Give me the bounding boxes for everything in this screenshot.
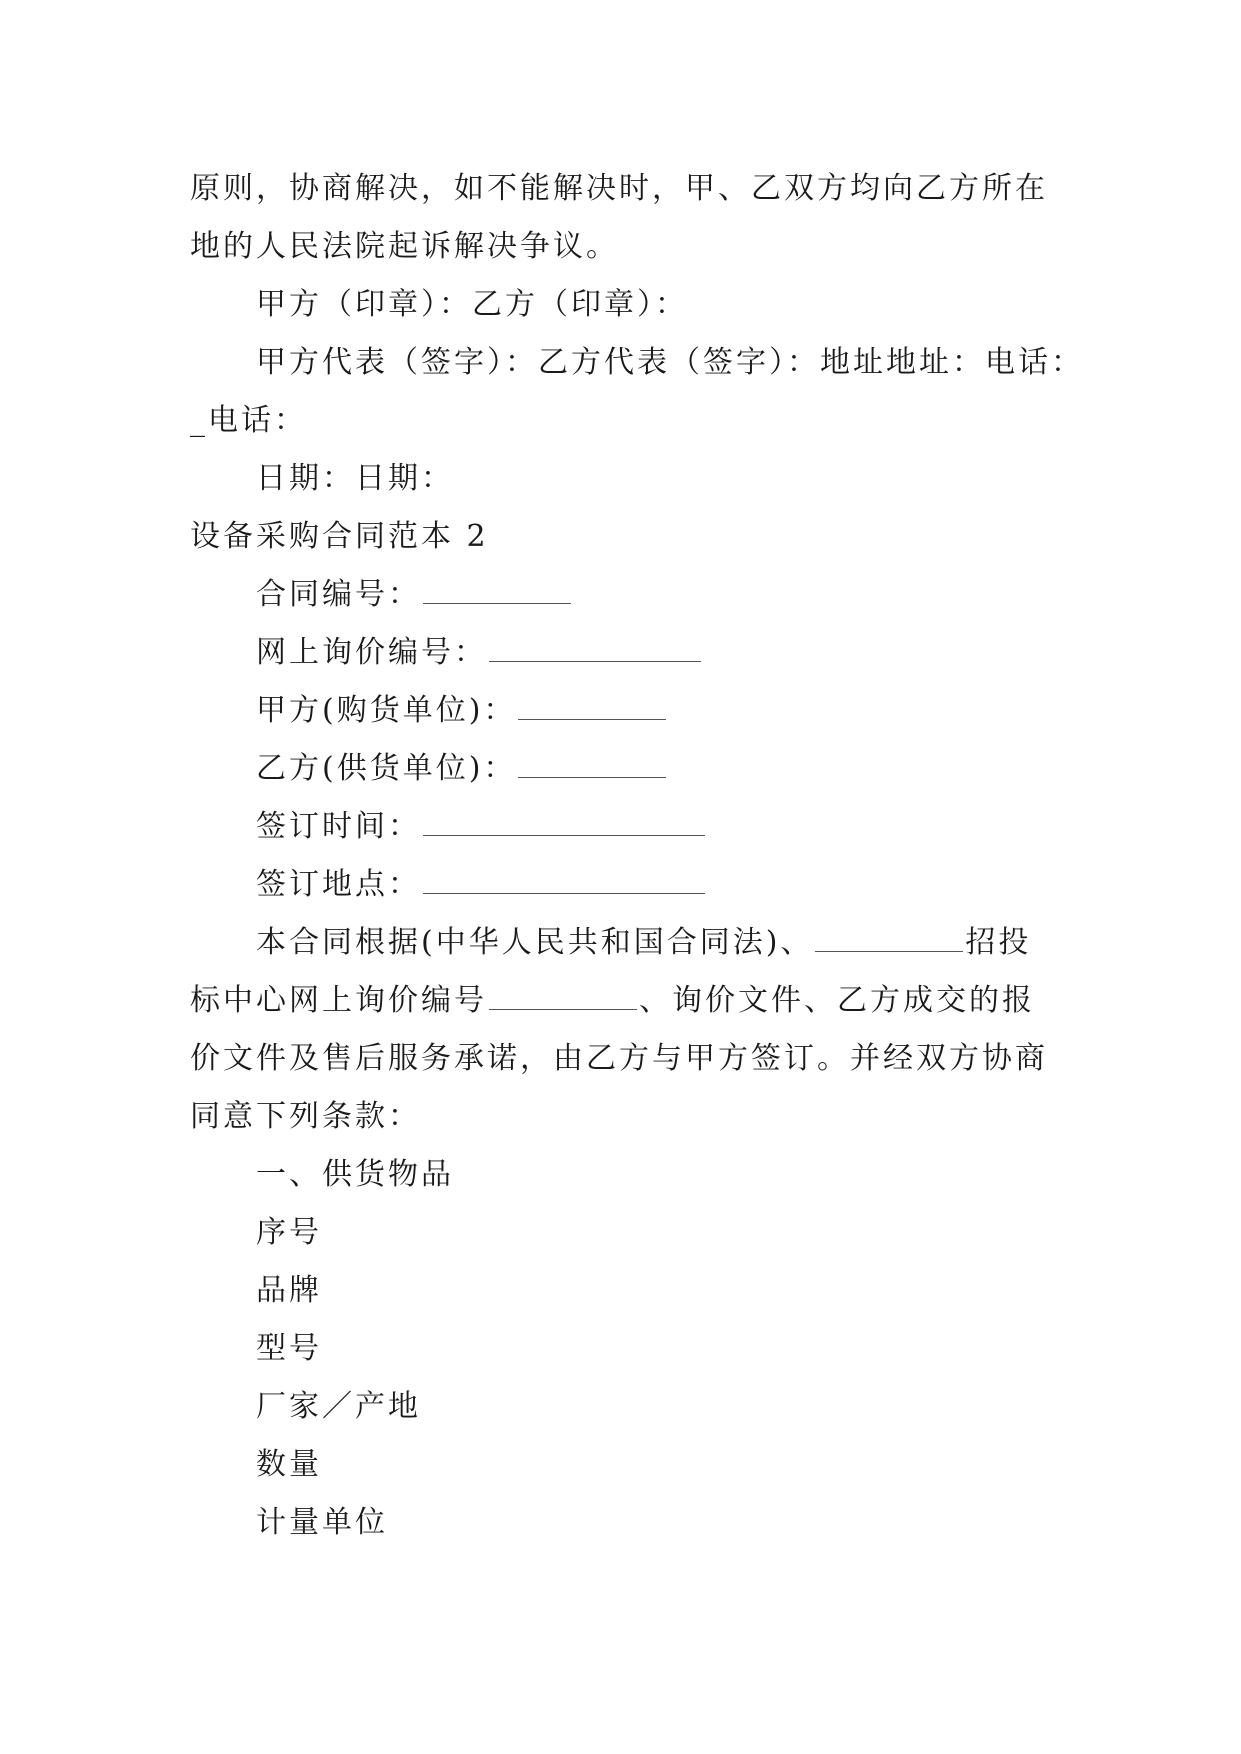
blank-line (423, 869, 705, 894)
body-paragraph-line (190, 914, 1050, 972)
blank-line (815, 927, 963, 952)
body-paragraph-line (190, 972, 1050, 1030)
party-b-field (190, 740, 1050, 798)
field-label: 签订地点： (256, 867, 421, 902)
supply-item: 计量单位 (256, 1505, 388, 1540)
seal-line: 甲方（印章）：乙方（印章）： (256, 287, 688, 322)
body-paragraph-line: 同意下列条款： (190, 1099, 421, 1134)
inquiry-number-field (190, 624, 1050, 682)
field-label: 网上询价编号： (256, 635, 487, 670)
sign-place-field (190, 856, 1050, 914)
field-label: 乙方(供货单位)： (256, 751, 517, 786)
supply-item: 数量 (256, 1447, 322, 1482)
party-a-field (190, 682, 1050, 740)
text-line: 地的人民法院起诉解决争议。 (190, 229, 619, 264)
body-text: 本合同根据(中华人民共和国合同法)、 (256, 925, 814, 960)
blank-line (518, 695, 666, 720)
blank-line (518, 753, 666, 778)
body-text: 、询价文件、乙方成交的报 (639, 983, 1035, 1018)
supply-item: 厂家／产地 (256, 1389, 421, 1424)
date-line: 日期：日期： (256, 461, 454, 496)
contract-number-field (190, 566, 1050, 624)
body-text: 标中心网上询价编号 (190, 983, 487, 1018)
text-line: 原则，协商解决，如不能解决时，甲、乙双方均向乙方所在 (190, 171, 1048, 206)
supply-heading: 一、供货物品 (256, 1157, 454, 1192)
body-paragraph-line: 价文件及售后服务承诺，由乙方与甲方签订。并经双方协商 (190, 1041, 1048, 1076)
representative-line: 甲方代表（签字）：乙方代表（签字）：地址地址：电话： (256, 345, 1084, 380)
field-label: 甲方(购货单位)： (256, 693, 517, 728)
section-title: 设备采购合同范本 2 (190, 519, 489, 554)
supply-item: 序号 (256, 1215, 322, 1250)
blank-line (423, 579, 571, 604)
blank-line (423, 811, 705, 836)
supply-item: 型号 (256, 1331, 322, 1366)
document-page (190, 160, 1084, 1552)
blank-line (489, 637, 701, 662)
phone-line: _电话： (190, 403, 307, 438)
blank-line (489, 985, 637, 1010)
supply-item: 品牌 (256, 1273, 322, 1308)
body-text: 招投 (965, 925, 1032, 960)
sign-time-field (190, 798, 1050, 856)
field-label: 签订时间： (256, 809, 421, 844)
field-label: 合同编号： (256, 577, 421, 612)
